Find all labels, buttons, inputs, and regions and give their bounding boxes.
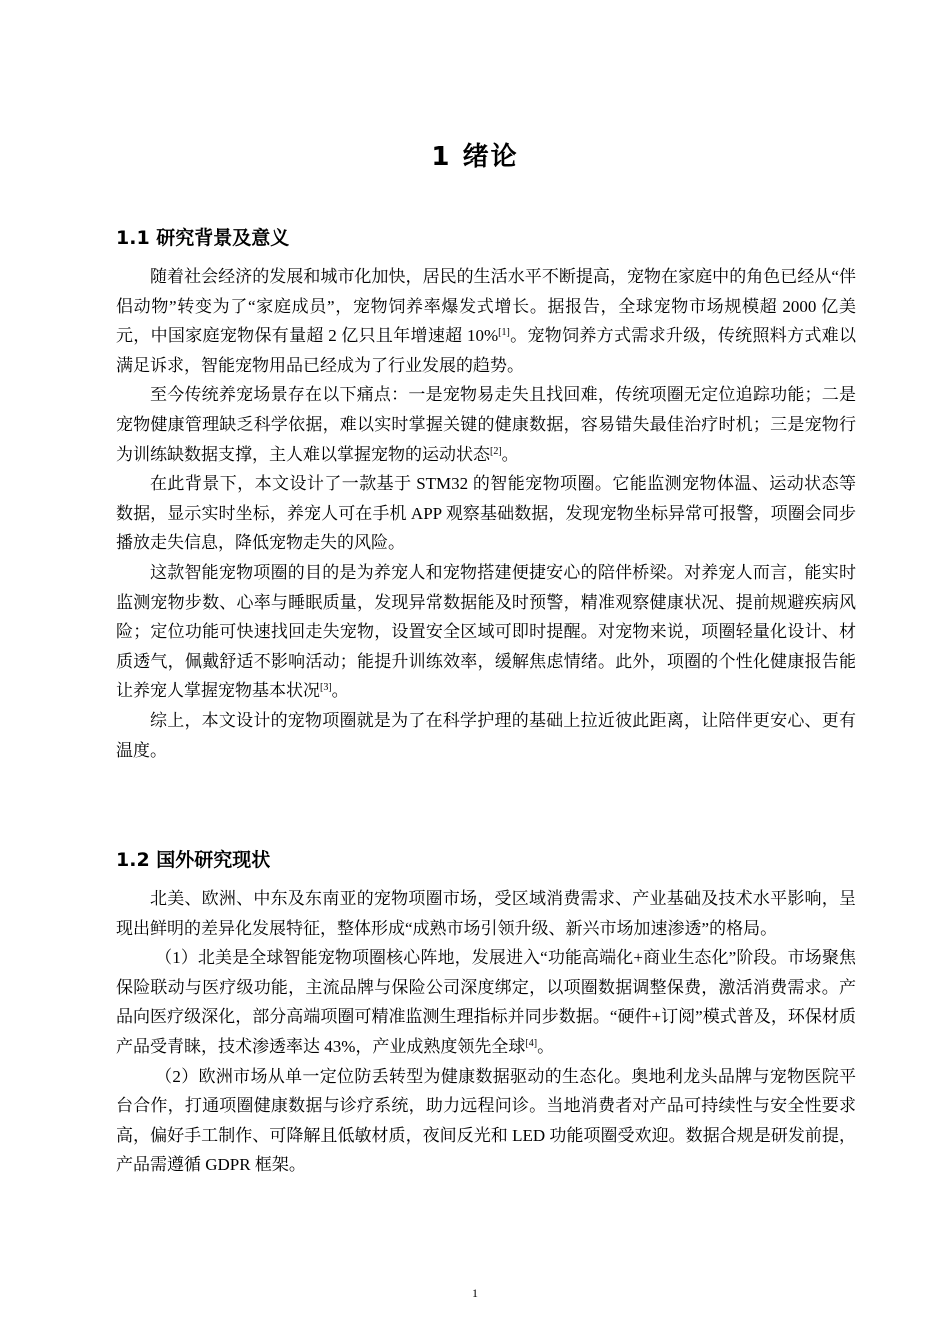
section-heading-1-1: 1.1 研究背景及意义: [116, 227, 290, 249]
paragraph: [116, 706, 856, 765]
paragraph-text: 至今传统养宠场景存在以下痛点：一是宠物易走失且找回难，传统项圈无定位追踪功能；二是宠物健康管理缺乏科学依据，难以实时掌握关键的健康数据，容易错失最佳治疗时机；三是宠物行为训练缺数据支撑，主人难以掌握宠物的运动状态: [116, 385, 856, 464]
section-body-1-2: [116, 884, 856, 1180]
paragraph: [116, 943, 856, 1061]
paragraph: [116, 558, 856, 706]
paragraph: [116, 469, 856, 558]
paragraph-tail: 。宠物饲养方式需求升级，传统照料方式难以满足诉求，智能宠物用品已经成为了行业发展的趋势。: [116, 326, 856, 375]
paragraph-text: 随着社会经济的发展和城市化加快，居民的生活水平不断提高，宠物在家庭中的角色已经从“伴侣动物”转变为了“家庭成员”，宠物饲养率爆发式增长。据报告，全球宠物市场规模超 2000 亿美元，中国家庭宠物保有量超 2 亿只且年增速超 10%: [116, 267, 856, 346]
section-body-1-1: [116, 262, 856, 765]
citation-ref: [4]: [525, 1037, 538, 1049]
paragraph: [116, 884, 856, 943]
paragraph-text: 北美、欧洲、中东及东南亚的宠物项圈市场，受区域消费需求、产业基础及技术水平影响，呈现出鲜明的差异化发展特征，整体形成“成熟市场引领升级、新兴市场加速渗透”的格局。: [116, 889, 856, 938]
paragraph: [116, 262, 856, 380]
paragraph-text: 这款智能宠物项圈的目的是为养宠人和宠物搭建便捷安心的陪伴桥梁。对养宠人而言，能实时监测宠物步数、心率与睡眠质量，发现异常数据能及时预警，精准观察健康状况、提前规避疾病风险；定位功能可快速找回走失宠物，设置安全区域可即时提醒。对宠物来说，项圈轻量化设计、材质透气，佩戴舒适不影响活动；能提升训练效率，缓解焦虑情绪。此外，项圈的个性化健康报告能让养宠人掌握宠物基本状况: [116, 562, 856, 701]
paragraph-tail: 。: [501, 444, 519, 464]
paragraph-text: （2）欧洲市场从单一定位防丢转型为健康数据驱动的生态化。奥地利龙头品牌与宠物医院平台合作，打通项圈健康数据与诊疗系统，助力远程问诊。当地消费者对产品可持续性与安全性要求高，偏好手工制作、可降解且低敏材质，夜间反光和 LED 功能项圈受欢迎。数据合规是研发前提，产品需遵循 GDPR 框架。: [116, 1066, 856, 1175]
citation-ref: [3]: [320, 682, 332, 694]
paragraph: [116, 1062, 856, 1180]
paragraph-text: 综上，本文设计的宠物项圈就是为了在科学护理的基础上拉近彼此距离，让陪伴更安心、更有温度。: [116, 710, 856, 760]
page-number: 1: [472, 1286, 478, 1300]
section-heading-1-2: 1.2 国外研究现状: [116, 849, 271, 871]
paragraph-text: 在此背景下，本文设计了一款基于 STM32 的智能宠物项圈。它能监测宠物体温、运动状态等数据，显示实时坐标，养宠人可在手机 APP 观察基础数据，发现宠物坐标异常可报警，项圈会同步播放走失信息，降低宠物走失的风险。: [116, 474, 856, 553]
citation-ref: [2]: [490, 445, 502, 457]
citation-ref: [1]: [498, 327, 510, 339]
chapter-title: 1 绪论: [431, 142, 519, 172]
paragraph-text: （1）北美是全球智能宠物项圈核心阵地，发展进入“功能高端化+商业生态化”阶段。市场聚焦保险联动与医疗级功能，主流品牌与保险公司深度绑定，以项圈数据调整保费，激活消费需求。产品向医疗级深化，部分高端项圈可精准监测生理指标并同步数据。“硬件+订阅”模式普及，环保材质产品受青睐，技术渗透率达 43%，产业成熟度领先全球: [116, 948, 856, 1056]
paragraph-tail: 。: [331, 681, 349, 701]
paragraph-tail: 。: [537, 1036, 555, 1056]
paragraph: [116, 380, 856, 469]
